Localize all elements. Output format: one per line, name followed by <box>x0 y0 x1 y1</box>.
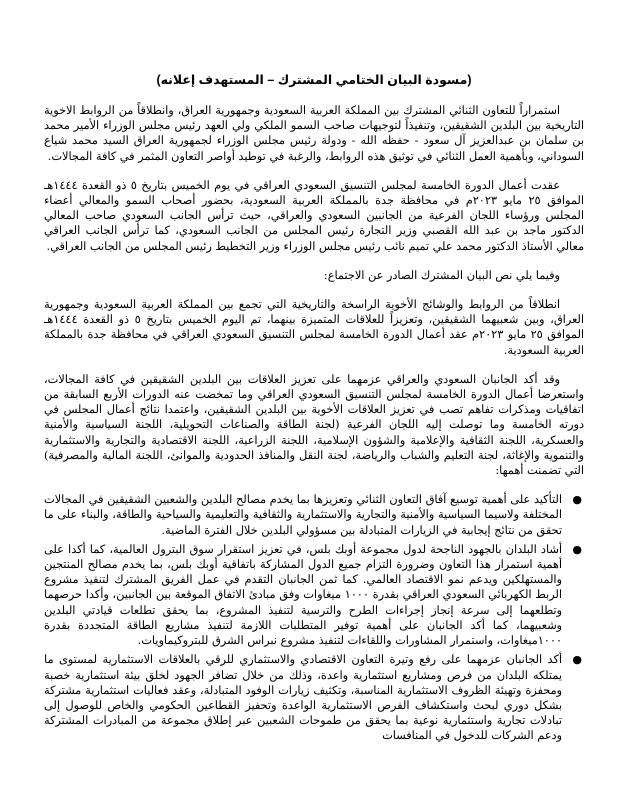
outcomes-list <box>44 492 584 743</box>
statement-lead-paragraph: وفيما يلي نص البيان المشترك الصادر عن الاجتماع: <box>323 268 560 282</box>
bullet-dot-icon: ● <box>572 653 582 667</box>
list-item <box>44 542 582 648</box>
list-item <box>44 492 582 538</box>
list-item-text: التأكيد على أهمية توسيع آفاق التعاون الثنائي وتعزيزها بما يخدم مصالح البلدين والشعبين الشقيقين في المجالات المختلفة ولاسيما السياسية والأمنية والتجارية والاستثمارية والثقافية والتعليمية والسياحية والطاقة، والبناء على ما تحقق من نتائج إيجابية في الزيارات المتبادلة بين مسؤولي البلدين خلال الفترة الماضية. <box>44 493 562 537</box>
list-item-text: أشاد البلدان بالجهود الناجحة لدول مجموعة أوبك بلس، في تعزيز استقرار سوق البترول العالمية، كما أكدا على أهمية استمرار هذا التعاون وضرورة التزام جميع الدول المشاركة باتفاقية أوبك بلس، بما يخدم مصالح المنتجين والمستهلكين ويدعم نمو الاقتصاد العالمي. كما ثمن الجانبان التقدم في عمل الفريق المشترك لتنفيذ مشروع الربط الكهربائي السعودي العراقي بقدرة ١٠٠٠ ميغاوات وفق مبادئ الاتفاق الموقعة بين الجانبين، وأكدا حرصهما وتطلعهما إلى سرعة إنجاز إجراءات الطرح والترسية لتنفيذ المشروع، بما يحقق تطلعات قيادتي البلدين وشعبيهما، كما أكد الجانبان على أهمية توفير المتطلبات اللازمة لتنفيذ مشاريع الطاقة المتجددة بقدرة ١٠٠٠ميغاوات، واستمرار المشاورات واللقاءات لتنفيذ مشروع نبراس الشرق للبتروكيماويات. <box>44 542 562 648</box>
session-paragraph: عقدت أعمال الدورة الخامسة لمجلس التنسيق السعودي العراقي في يوم الخميس بتاريخ ٥ ذو القعدة ١٤٤٤هـ الموافق ٢٥ مايو ٢٠٢٣م في محافظة جدة بالمملكة العربية السعودية، بحضور أصحاب السمو والمعالي أعضاء المجلس ورؤساء اللجان الفرعية من الجانبين السعودي والعراقي، حيث ترأس الجانب السعودي صاحب المعالي الدكتور ماجد بن عبد الله القصبي وزير التجارة رئيس المجلس من الجانب السعودي، كما ترأس الجانب العراقي معالي الأستاذ الدكتور محمد علي تميم نائب رئيس مجلس الوزراء وزير التخطيط رئيس المجلس من الجانب العراقي. <box>44 178 585 253</box>
bullet-dot-icon: ● <box>572 542 582 556</box>
list-item <box>44 652 582 743</box>
committees-paragraph: وقد أكد الجانبان السعودي والعراقي عزمهما على تعزيز العلاقات بين البلدين الشقيقين في كافة المجالات، واستعرضا أعمال الدورة الخامسة لمجلس التنسيق السعودي العراقي وما تمخضت عنه الدورات الأربع السابقة من اتفاقيات ومذكرات تفاهم تصب في تعزيز العلاقات الأخوية بين البلدين الشقيقين، واعتمدا نتائج أعمال المجلس في دورته الخامسة وما توصلت إليه اللجان الفرعية (لجنة الطاقة والصناعات التحويلية، اللجنة السياسية والأمنية والعسكرية، اللجنة الثقافية والإعلامية والشؤون الإسلامية، اللجنة الزراعية، اللجنة الاقتصادية والتجارية والاستثمارية والتنموية والإغاثة، لجنة التعليم والشباب والرياضة، لجنة النقل والمنافذ الحدودية والموانئ، اللجنة المالية والمصرفية) التي تضمنت أهمها: <box>44 372 584 478</box>
intro-paragraph: استمراراً للتعاون الثنائي المشترك بين المملكة العربية السعودية وجمهورية العراق، وانطلاقاً من الروابط الاخوية التاريخية بين البلدين الشقيقين، وتنفيذاً لتوجيهات صاحب السمو الملكي ولي العهد رئيس مجلس الوزراء الأمير محمد بن سلمان بن عبدالعزيز آل سعود - حفظه الله - ودولة رئيس مجلس الوزراء لجمهورية العراق السيد محمد شياع السوداني، وبأهمية العمل الثنائي في توثيق هذه الروابط، والرغبة في توطيد أواصر التعاون المثمر في كافة المجالات. <box>44 104 584 163</box>
document-title: (مسودة البيان الختامي المشترك – المستهدف إعلانه) <box>156 73 472 87</box>
bullet-dot-icon: ● <box>572 493 582 507</box>
list-item-text: أكد الجانبان عزمهما على رفع وتيرة التعاون الاقتصادي والاستثماري للرقي بالعلاقات الاستثمارية لمستوى ما يمتلكه البلدان من فرص ومشاريع استثمارية واعدة، وذلك من خلال تضافر الجهود لخلق بيئة استثمارية خصبة ومحفزة وتهيئة الظروف الاستثمارية المناسبة، وتكثيف زيارات الوفود المتبادلة، وعقد فعاليات استثمارية مشتركة بشكل دوري لبحث واستكشاف الفرص الاستثمارية الواعدة وتحفيز القطاعين الحكومي والخاص للوصول إلى تبادلات تجارية واستثمارية نوعية بما يحقق من طموحات الشعبين عبر إطلاق مجموعة من المبادرات المشتركة ودعم الشركات للدخول في المنافسات <box>44 653 562 743</box>
relations-paragraph: انطلاقاً من الروابط والوشائج الأخوية الراسخة والتاريخية التي تجمع بين المملكة العربية السعودية وجمهورية العراق، وبين شعبيهما الشقيقين، وتعزيزاً للعلاقات المتميزة بينهما، تم اليوم الخميس بتاريخ ٥ ذو القعدة ١٤٤٤هـ الموافق ٢٥ مايو ٢٠٢٣م عقد أعمال الدورة الخامسة لمجلس التنسيق السعودي العراقي في محافظة جدة بالمملكة العربية السعودية. <box>44 298 585 357</box>
